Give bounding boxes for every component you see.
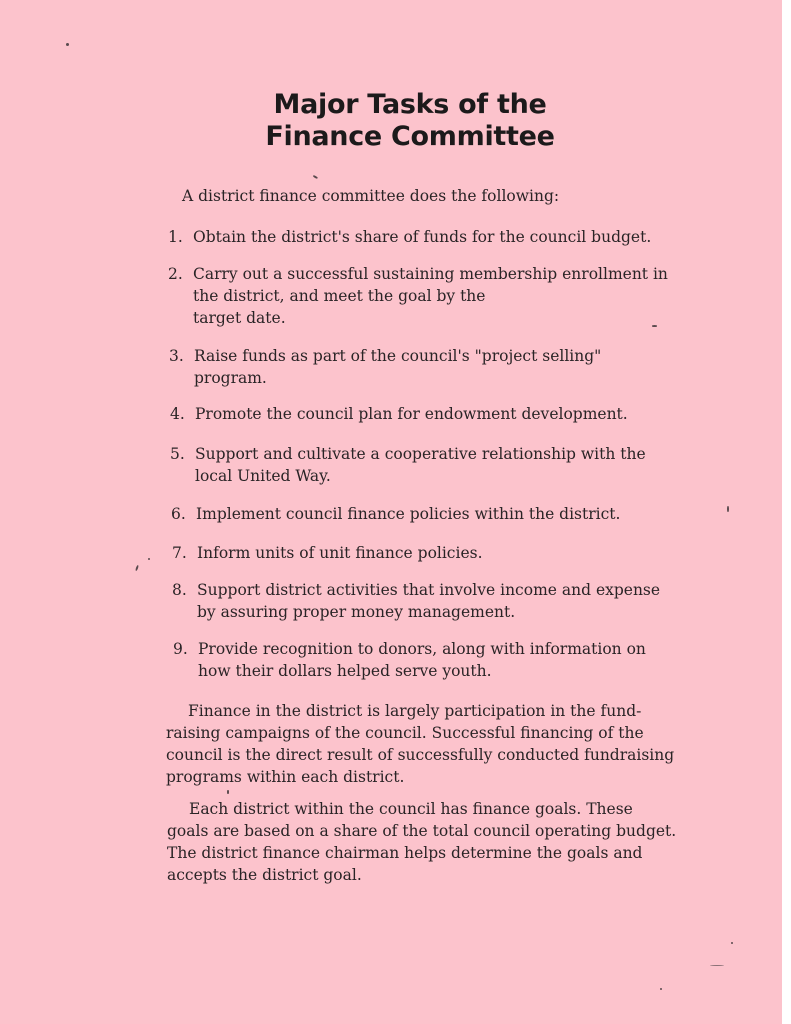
task-line: Carry out a successful sustaining membership enrollment in	[193, 265, 668, 283]
task-line: target date.	[193, 309, 286, 327]
document-title-line-2: Finance Committee	[265, 121, 555, 152]
task-text	[196, 503, 620, 525]
document-title-line-1: Major Tasks of the	[273, 89, 547, 120]
task-text	[197, 579, 660, 623]
scan-speck	[227, 790, 229, 794]
task-line: Support and cultivate a cooperative relationship with the	[195, 445, 646, 463]
paragraph-line: Each district within the council has finance goals. These	[189, 800, 633, 818]
task-number: 9.	[173, 640, 188, 658]
task-line: by assuring proper money management.	[197, 603, 516, 621]
task-number: 4.	[170, 405, 185, 423]
task-number: 6.	[171, 505, 186, 523]
task-line: Obtain the district's share of funds for the council budget.	[193, 228, 652, 246]
scan-speck	[135, 565, 139, 571]
paragraph-line: Finance in the district is largely participation in the fund-	[188, 702, 642, 720]
task-line: the district, and meet the goal by the	[193, 287, 486, 305]
scan-speck	[313, 175, 318, 179]
task-number: 2.	[168, 265, 183, 283]
task-line: Support district activities that involve income and expense	[197, 581, 661, 599]
paragraph-line: raising campaigns of the council. Successful financing of the	[166, 724, 644, 742]
paragraph-line: council is the direct result of successfully conducted fundraising	[166, 746, 675, 764]
task-text	[197, 542, 483, 564]
task-number: 7.	[172, 544, 187, 562]
paragraph-line: accepts the district goal.	[167, 866, 362, 884]
task-text	[194, 345, 601, 389]
scan-speck	[66, 43, 69, 46]
task-text	[193, 263, 668, 329]
scan-border	[782, 0, 791, 1024]
body-paragraph-2	[167, 798, 676, 886]
scan-speck	[710, 965, 724, 966]
task-text	[198, 638, 646, 682]
scan-speck	[652, 325, 657, 327]
task-number: 5.	[170, 445, 185, 463]
task-line: how their dollars helped serve youth.	[198, 662, 492, 680]
task-line: Provide recognition to donors, along with information on	[198, 640, 646, 658]
body-paragraph-1	[166, 700, 674, 788]
scan-speck	[148, 558, 150, 560]
task-text	[193, 226, 651, 248]
task-text	[195, 403, 628, 425]
task-line: local United Way.	[195, 467, 331, 485]
scan-speck	[660, 988, 662, 990]
task-line: Inform units of unit finance policies.	[197, 544, 483, 562]
scan-speck	[727, 506, 729, 512]
task-line: Raise funds as part of the council's "project selling"	[194, 347, 602, 365]
task-number: 1.	[168, 228, 183, 246]
task-number: 3.	[169, 347, 184, 365]
paragraph-line: goals are based on a share of the total council operating budget.	[167, 822, 677, 840]
paragraph-line: The district finance chairman helps determine the goals and	[167, 844, 643, 862]
paragraph-line: programs within each district.	[166, 768, 405, 786]
scan-speck	[731, 942, 733, 944]
task-number: 8.	[172, 581, 187, 599]
task-line: program.	[194, 369, 267, 387]
intro-text: A district finance committee does the following:	[182, 187, 560, 205]
task-text	[195, 443, 646, 487]
task-line: Promote the council plan for endowment development.	[195, 405, 628, 423]
task-line: Implement council finance policies within the district.	[196, 505, 621, 523]
